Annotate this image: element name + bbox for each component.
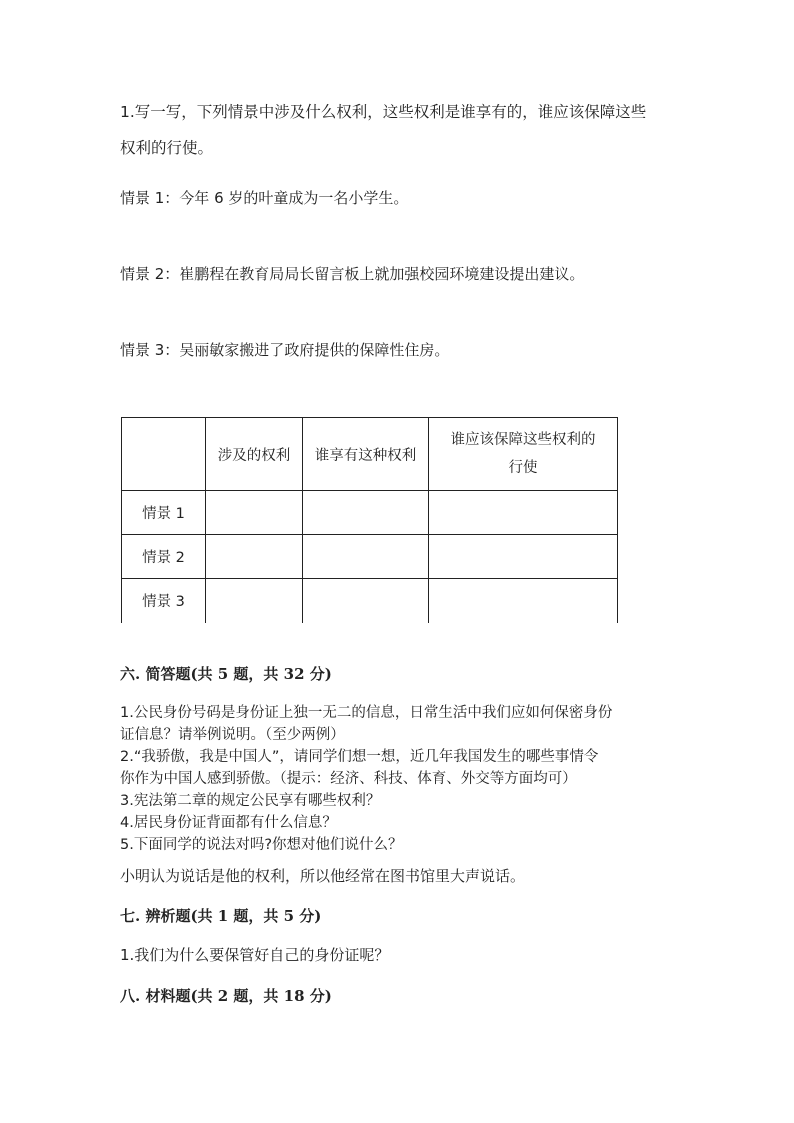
section-6-note: 小明认为说话是他的权利，所以他经常在图书馆里大声说话。 xyxy=(120,867,526,885)
table-cell xyxy=(429,579,618,623)
table-header-guarantor xyxy=(429,418,618,491)
table-cell xyxy=(303,535,429,579)
table-cell xyxy=(303,579,429,623)
table-cell xyxy=(303,491,429,535)
question-1-line-1: 1.写一写，下列情景中涉及什么权利，这些权利是谁享有的，谁应该保障这些 xyxy=(120,103,647,121)
list-item: 3.宪法第二章的规定公民享有哪些权利？ xyxy=(120,793,381,809)
rights-table xyxy=(121,417,618,623)
list-item: 1.公民身份号码是身份证上独一无二的信息，日常生活中我们应如何保密身份 xyxy=(120,705,613,721)
table-row-label: 情景 3 xyxy=(122,579,206,623)
section-8-title: 八. 材料题(共 2 题，共 18 分) xyxy=(120,987,332,1005)
question-1 xyxy=(120,94,676,166)
section-6-title: 六. 简答题(共 5 题，共 32 分) xyxy=(120,665,332,683)
list-item: 你作为中国人感到骄傲。（提示：经济、科技、体育、外交等方面均可） xyxy=(120,771,577,787)
table-header-row xyxy=(122,418,618,491)
table-header-rights: 涉及的权利 xyxy=(206,418,303,491)
table-cell xyxy=(429,491,618,535)
list-item: 证信息？请举例说明。（至少两例） xyxy=(120,727,345,743)
section-7-title: 七. 辨析题(共 1 题，共 5 分) xyxy=(120,907,322,925)
table-cell xyxy=(429,535,618,579)
table-header-guarantor-line-1: 谁应该保障这些权利的 xyxy=(450,432,596,448)
table-cell xyxy=(206,491,303,535)
table-row xyxy=(122,535,618,579)
table-header-holder: 谁享有这种权利 xyxy=(303,418,429,491)
table-row xyxy=(122,491,618,535)
scenario-3: 情景 3：吴丽敏家搬进了政府提供的保障性住房。 xyxy=(120,341,450,359)
scenario-2: 情景 2：崔鹏程在教育局局长留言板上就加强校园环境建设提出建议。 xyxy=(120,265,585,283)
list-item: 4.居民身份证背面都有什么信息？ xyxy=(120,815,337,831)
table-row-label: 情景 2 xyxy=(122,535,206,579)
section-7-item-1: 1.我们为什么要保管好自己的身份证呢？ xyxy=(120,946,390,964)
table-row xyxy=(122,579,618,623)
table-header-guarantor-line-2: 行使 xyxy=(508,460,538,476)
section-6-list xyxy=(120,702,680,856)
list-item: 5.下面同学的说法对吗?你想对他们说什么？ xyxy=(120,837,403,853)
list-item: 2.“我骄傲，我是中国人”，请同学们想一想，近几年我国发生的哪些事情令 xyxy=(120,749,599,765)
table-header-empty xyxy=(122,418,206,491)
table-row-label: 情景 1 xyxy=(122,491,206,535)
table-cell xyxy=(206,579,303,623)
question-1-line-2: 权利的行使。 xyxy=(120,139,214,157)
table-cell xyxy=(206,535,303,579)
scenario-1: 情景 1：今年 6 岁的叶童成为一名小学生。 xyxy=(120,189,409,207)
